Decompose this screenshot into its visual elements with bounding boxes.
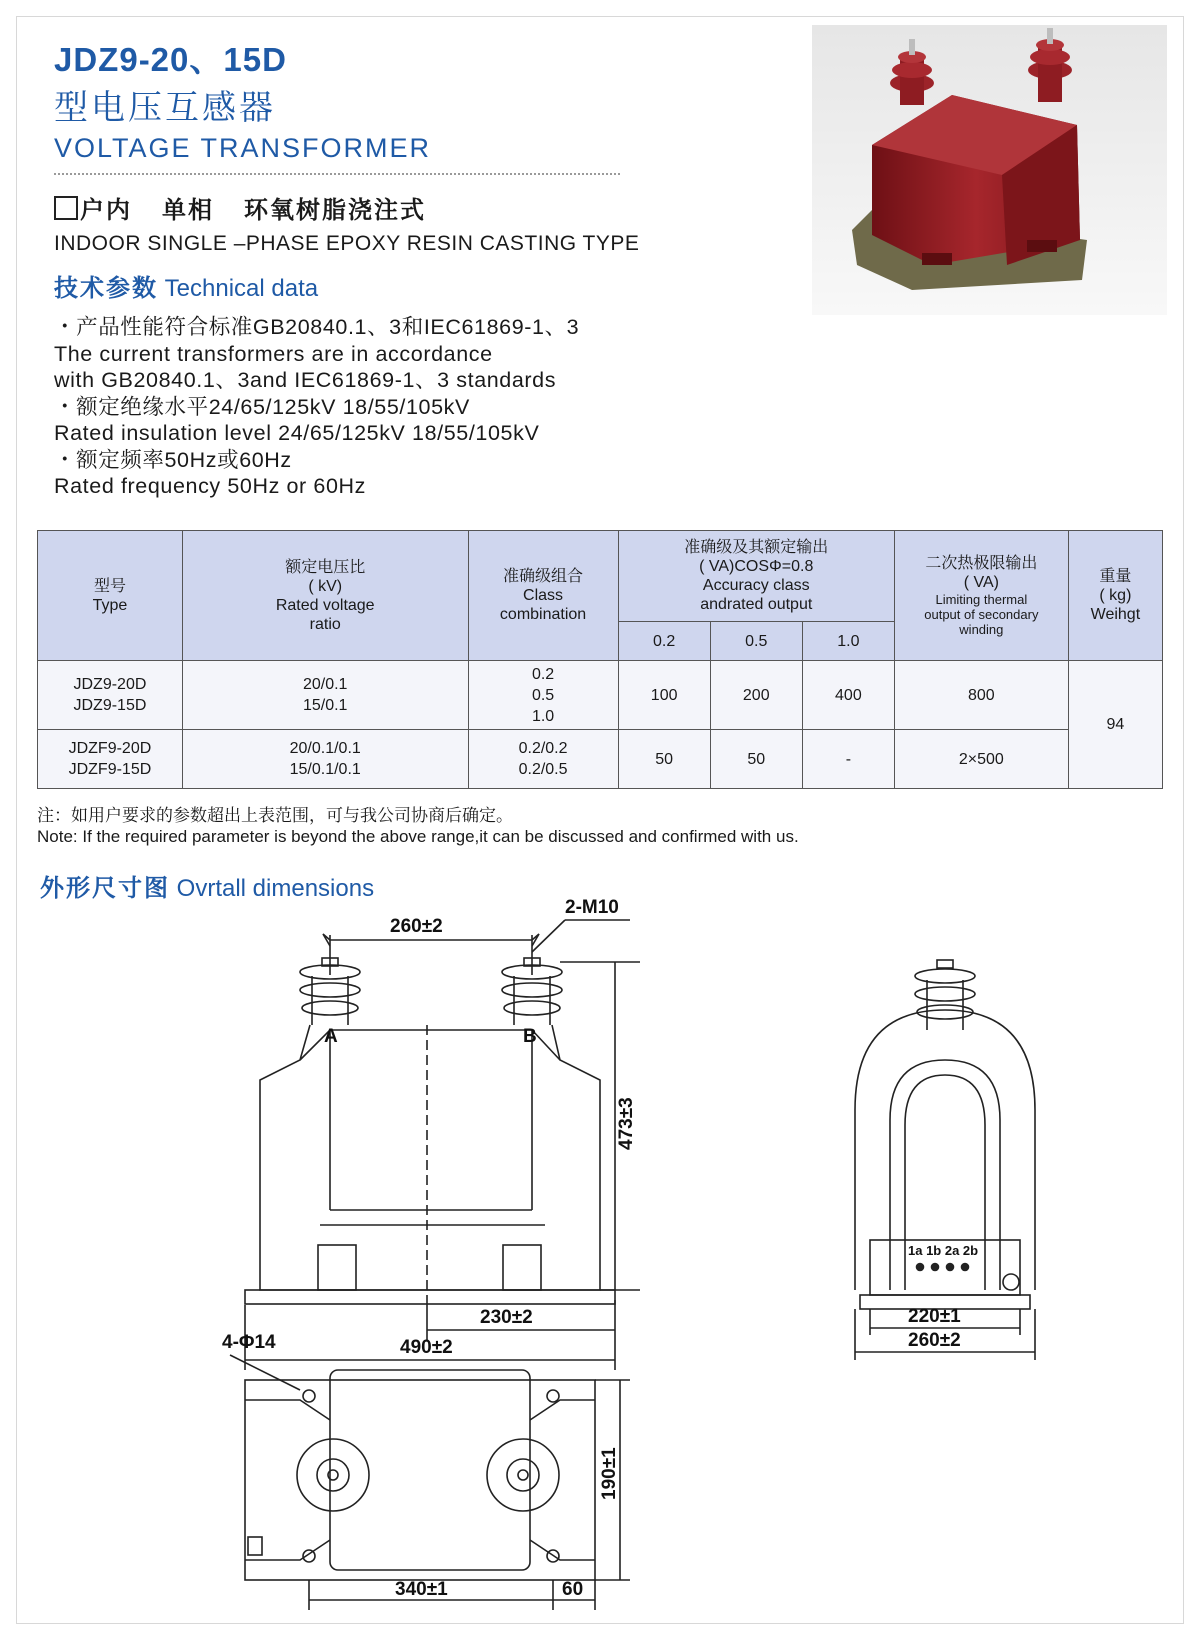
th-accuracy: 准确级及其额定输出 ( VA)COSΦ=0.8 Accuracy class andrated output <box>618 531 894 622</box>
tech-heading-en: Technical data <box>164 275 319 302</box>
type-cn-3: 环氧树脂浇注式 <box>244 197 426 224</box>
dim-490: 490±2 <box>400 1337 453 1358</box>
th-class: 准确级组合 Class combination <box>468 531 618 661</box>
front-view <box>245 920 640 1370</box>
spec-line: ・额定频率50Hz或60Hz <box>54 447 292 472</box>
spec-line: ・额定绝缘水平24/65/125kV 18/55/105kV <box>54 394 470 419</box>
dim-60: 60 <box>562 1579 584 1600</box>
th-ratio: 额定电压比 ( kV) Rated voltage ratio <box>182 531 468 661</box>
type-en: INDOOR SINGLE –PHASE EPOXY RESIN CASTING TYPE <box>54 232 640 255</box>
top-view <box>230 1355 630 1610</box>
model-title: JDZ9-20、15D <box>54 41 287 78</box>
type-cn-2: 单相 <box>162 197 214 224</box>
th-thermal: 二次热极限输出 ( VA) Limiting thermal output of secondary winding <box>894 531 1068 661</box>
table-row: JDZF9-20D JDZF9-15D 20/0.1/0.1 15/0.1/0.1 0.2/0.2 0.2/0.5 50 50 - 2×500 <box>38 730 1163 789</box>
title-en: VOLTAGE TRANSFORMER <box>54 133 432 163</box>
dim-260: 260±2 <box>390 916 443 937</box>
spec-line: Rated insulation level 24/65/125kV 18/55/105kV <box>54 421 540 445</box>
th-acc-05: 0.5 <box>710 622 802 661</box>
tech-heading-cn: 技术参数 <box>54 275 158 302</box>
spec-line: The current transformers are in accordance <box>54 341 493 366</box>
th-weight: 重量 ( kg) Weihgt <box>1068 531 1162 661</box>
dim-m10: 2-M10 <box>565 897 619 918</box>
dim-230: 230±2 <box>480 1307 533 1328</box>
dim-340: 340±1 <box>395 1579 448 1600</box>
spec-line: with GB20840.1、3and IEC61869-1、3 standards <box>54 368 557 392</box>
dimensions-heading-cn: 外形尺寸图 <box>40 875 170 902</box>
th-acc-10: 1.0 <box>802 622 894 661</box>
dim-473: 473±3 <box>616 1097 637 1150</box>
note-cn: 注：如用户要求的参数超出上表范围，可与我公司协商后确定。 <box>37 806 513 825</box>
type-cn-1: 户内 <box>80 197 132 224</box>
note-en: Note: If the required parameter is beyond the above range,it can be discussed and confirmed with us. <box>37 827 799 846</box>
title-cn: 型电压互感器 <box>54 89 276 127</box>
th-acc-02: 0.2 <box>618 622 710 661</box>
terminal-a: A <box>324 1026 338 1047</box>
terminal-b: B <box>523 1026 537 1047</box>
th-type: 型号 Type <box>38 531 183 661</box>
side-view <box>855 960 1035 1360</box>
dim-phi14: 4-Φ14 <box>222 1332 276 1353</box>
spec-line: Rated frequency 50Hz or 60Hz <box>54 474 366 498</box>
spec-line: ・产品性能符合标准GB20840.1、3和IEC61869-1、3 <box>54 315 580 339</box>
table-row: JDZ9-20D JDZ9-15D 20/0.1 15/0.1 0.2 0.5 1.0 100 200 400 800 94 <box>38 661 1163 730</box>
dim-220: 220±1 <box>908 1306 961 1327</box>
dimensions-heading-en: Ovrtall dimensions <box>176 875 375 902</box>
terminal-labels: 1a 1b 2a 2b <box>908 1243 979 1258</box>
weight-cell: 94 <box>1068 661 1162 789</box>
dim-260b: 260±2 <box>908 1330 961 1351</box>
dim-190: 190±1 <box>599 1447 620 1500</box>
